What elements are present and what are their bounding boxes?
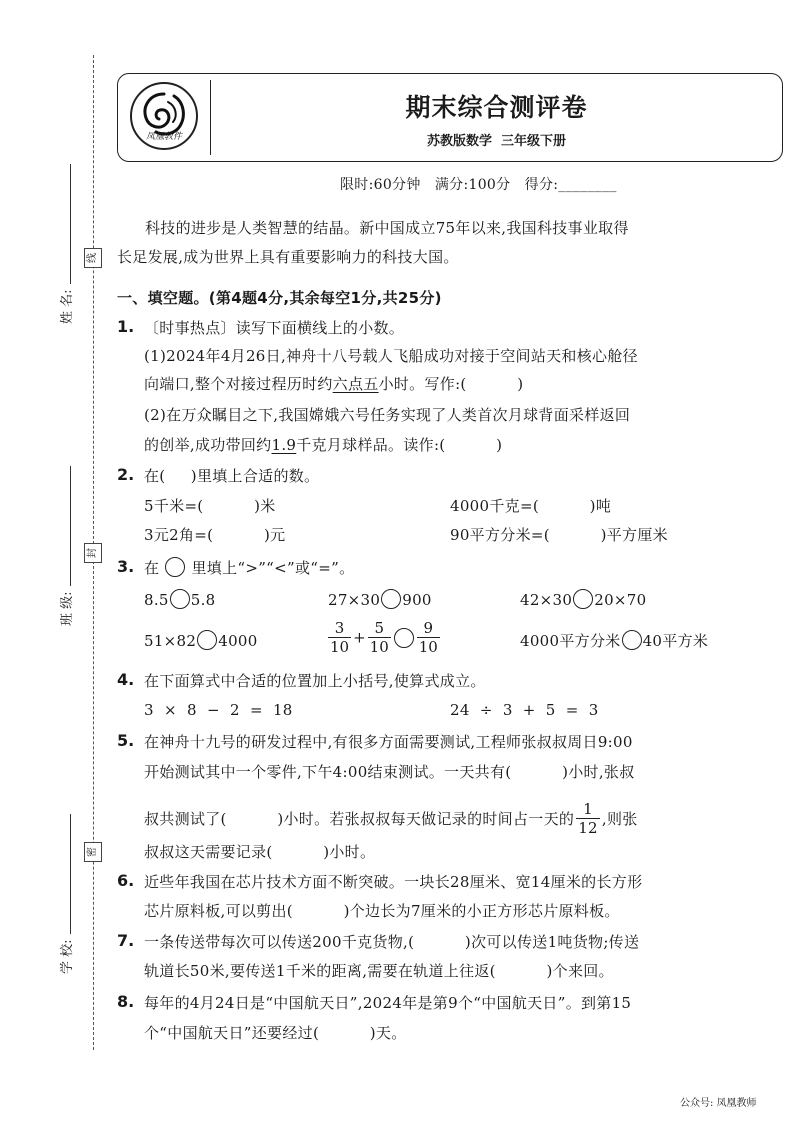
q7-line2[interactable]: 轨道长50米,要传送1千米的距离,需要在轨道上往返( )个来回。 — [144, 962, 614, 980]
q3-a-right: 5.8 — [190, 591, 216, 609]
name-line — [56, 164, 71, 284]
q3-stem-a: 在 — [144, 559, 160, 577]
binding-mark-secret-text: 密 — [87, 847, 98, 857]
binding-mark-line — [84, 248, 102, 268]
q3-c-circle[interactable] — [573, 589, 593, 609]
page-title: 期末综合测评卷 — [405, 93, 588, 122]
q3-item-a — [144, 589, 216, 610]
q2-item-d[interactable]: 90平方分米=( )平方厘米 — [450, 526, 668, 544]
q2-stem: 在( )里填上合适的数。 — [144, 467, 320, 485]
q8-number: 8. — [117, 992, 135, 1011]
intro-line-2: 长足发展,成为世界上具有重要影响力的科技大国。 — [117, 248, 459, 266]
q3-f-circle[interactable] — [622, 630, 642, 650]
q5-number: 5. — [117, 731, 135, 750]
binding-mark-line-text: 线 — [87, 253, 98, 263]
school-line — [56, 814, 71, 934]
q3-b-left: 27×30 — [328, 591, 381, 609]
q1-p1-underlined: 六点五 — [332, 375, 379, 393]
q3-stem — [144, 557, 354, 578]
binding-mark-seal — [84, 543, 102, 563]
q2-item-b[interactable]: 4000千克=( )吨 — [450, 497, 612, 515]
q3-f-left: 4000平方分米 — [520, 632, 621, 650]
q5-frac-den: 12 — [578, 819, 598, 837]
q3-b-circle[interactable] — [381, 589, 401, 609]
q3-b-right: 900 — [402, 591, 432, 609]
q3-e-frac1-num: 3 — [328, 619, 351, 638]
intro-line-1: 科技的进步是人类智慧的结晶。新中国成立75年以来,我国科技事业取得 — [145, 219, 629, 237]
footer-text: 公众号: 凤凰教师 — [680, 1098, 757, 1109]
school-label: 学 校: — [60, 939, 75, 974]
class-label: 班 级: — [60, 591, 75, 626]
q3-e-frac2-num: 5 — [368, 619, 391, 638]
class-field[interactable] — [56, 436, 78, 626]
page-subtitle: 苏教版数学 三年级下册 — [426, 134, 567, 149]
q3-c-right: 20×70 — [594, 591, 647, 609]
q5-line2[interactable]: 开始测试其中一个零件,下午4:00结束测试。一天共有( )小时,张叔 — [144, 763, 635, 781]
q3-d-left: 51×82 — [144, 632, 197, 650]
name-label: 姓 名: — [60, 289, 75, 324]
q3-d-circle[interactable] — [197, 630, 217, 650]
q3-c-left: 42×30 — [520, 591, 573, 609]
school-field[interactable] — [56, 784, 78, 974]
header-box — [117, 73, 783, 162]
q4-number: 4. — [117, 670, 135, 689]
q3-e-frac1-den: 10 — [330, 638, 350, 656]
class-line — [56, 466, 71, 586]
q3-e-circle[interactable] — [394, 628, 414, 648]
q8-line1: 每年的4月24日是“中国航天日”,2024年是第9个“中国航天日”。到第15 — [144, 994, 632, 1012]
q3-stem-b: 里填上“>”“<”或“=”。 — [191, 559, 355, 577]
q1-p2-text-a: 的创举,成功带回约 — [144, 436, 272, 454]
q7-line1[interactable]: 一条传送带每次可以传送200千克货物,( )次可以传送1吨货物;传送 — [144, 933, 640, 951]
q3-e-frac3-num: 9 — [417, 619, 440, 638]
q3-e-frac1 — [328, 619, 351, 656]
q3-a-left: 8.5 — [144, 591, 169, 609]
q3-e-frac2-den: 10 — [369, 638, 389, 656]
logo-text: 凤凰教件 — [145, 132, 182, 142]
q5-line3-tail: ,则张 — [601, 810, 638, 828]
q5-fraction — [576, 800, 600, 837]
q3-a-circle[interactable] — [170, 589, 190, 609]
binding-mark-secret — [84, 842, 102, 862]
q3-item-e — [326, 619, 442, 656]
q4-item-b[interactable]: 24 ÷ 3 + 5 = 3 — [450, 701, 599, 719]
q3-e-plus: + — [353, 628, 366, 647]
q1-p1-line2 — [144, 374, 523, 394]
q2-item-a[interactable]: 5千米=( )米 — [144, 497, 276, 515]
q4-item-a[interactable]: 3 × 8 − 2 = 18 — [144, 701, 293, 719]
q5-line3 — [144, 800, 638, 837]
section-title: 一、填空题。(第4题4分,其余每空1分,共25分) — [117, 289, 442, 307]
q1-p1-answer[interactable]: 小时。写作:( ) — [378, 375, 524, 393]
q3-e-frac2 — [368, 619, 391, 656]
q8-line2[interactable]: 个“中国航天日”还要经过( )天。 — [144, 1024, 407, 1042]
q1-stem: 〔时事热点〕读写下面横线上的小数。 — [144, 319, 405, 337]
q1-p2-line2 — [144, 435, 502, 455]
name-field[interactable] — [56, 134, 78, 324]
q3-e-frac3-den: 10 — [418, 638, 438, 656]
q3-item-c — [520, 589, 647, 610]
q7-number: 7. — [117, 931, 135, 950]
q3-item-b — [328, 589, 432, 610]
q2-number: 2. — [117, 465, 135, 484]
q3-item-f — [520, 630, 708, 651]
circle-blank-icon — [165, 557, 185, 577]
q1-p1-text-a: 向端口,整个对接过程历时约 — [144, 375, 333, 393]
binding-mark-seal-text: 封 — [87, 548, 98, 558]
exam-info: 限时:60分钟 满分:100分 得分:________ — [340, 177, 617, 193]
q3-f-right: 40平方米 — [642, 632, 709, 650]
q6-line2[interactable]: 芯片原料板,可以剪出( )个边长为7厘米的小正方形芯片原料板。 — [144, 902, 620, 920]
q3-d-right: 4000 — [218, 632, 258, 650]
q6-number: 6. — [117, 871, 135, 890]
q5-frac-num: 1 — [576, 800, 600, 819]
q1-p2-underlined: 1.9 — [271, 436, 297, 454]
q3-e-frac3 — [417, 619, 440, 656]
q5-line1: 在神舟十九号的研发过程中,有很多方面需要测试,工程师张叔叔周日9:00 — [144, 733, 633, 751]
q2-item-c[interactable]: 3元2角=( )元 — [144, 526, 286, 544]
q5-line3-text[interactable]: 叔共测试了( )小时。若张叔叔每天做记录的时间占一天的 — [144, 810, 575, 828]
q5-line4[interactable]: 叔叔这天需要记录( )小时。 — [144, 843, 376, 861]
q6-line1: 近些年我国在芯片技术方面不断突破。一块长28厘米、宽14厘米的长方形 — [144, 873, 643, 891]
q1-number: 1. — [117, 317, 135, 336]
logo — [128, 80, 200, 152]
q1-p2-line1: (2)在万众瞩目之下,我国嫦娥六号任务实现了人类首次月球背面采样返回 — [144, 406, 631, 424]
q4-stem: 在下面算式中合适的位置加上小括号,使算式成立。 — [144, 672, 486, 690]
q1-p2-answer[interactable]: 千克月球样品。读作:( ) — [296, 436, 503, 454]
q3-item-d — [144, 630, 258, 651]
q3-number: 3. — [117, 557, 135, 576]
q1-p1-line1: (1)2024年4月26日,神舟十八号载人飞船成功对接于空间站天和核心舱径 — [144, 347, 638, 365]
